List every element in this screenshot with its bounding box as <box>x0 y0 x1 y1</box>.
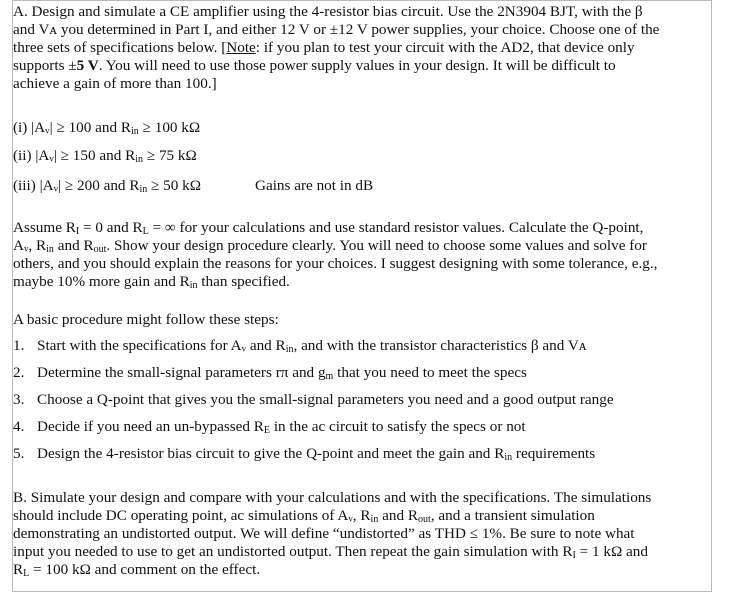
procedure-step: 4. Decide if you need an un-bypassed $R_E$ in the ac circuit to satisfy the specs or not <box>13 418 526 436</box>
part-b-line-1: B. Simulate your design and compare with your calculations and with the specifications. The simulations <box>13 489 652 506</box>
part-a-line-5: achieve a gain of more than 100.] <box>13 75 217 92</box>
assume-line-3: others, and you should explain the reasons for your choices. I suggest designing with some tolerance, e.g., <box>13 255 658 272</box>
spec-option-iii: (iii) |Aᵥ| ≥ 200 and $R_{in} \ge 50$ kΩ Gains are not in dB <box>13 177 374 195</box>
part-b-line-2: should include DC operating point, ac simulations of Aᵥ, $R_{in}$ and $R_{out}$, and a transient simulation <box>13 507 595 525</box>
part-b-line-3: demonstrating an undistorted output. We will define “undistorted” as THD ≤ 1%. Be sure to note what <box>13 525 635 542</box>
part-a-line-4: supports ±5 V. You will need to use those power supply values in your design. It will be difficult to <box>13 57 616 74</box>
part-b-line-4: input you needed to use to get an undistorted output. Then repeat the gain simulation with $R_I = 1$ kΩ and <box>13 543 648 561</box>
part-a-line-1: A. Design and simulate a CE amplifier using the 4-resistor bias circuit. Use the 2N3904 BJT, with the β <box>13 3 643 20</box>
procedure-intro: A basic procedure might follow these steps: <box>13 311 279 328</box>
procedure-step: 2. Determine the small-signal parameters rπ and $g_m$ that you need to meet the specs <box>13 364 527 382</box>
assume-line-1: Assume $R_I = 0$ and $R_L$ = ∞ for your calculations and use standard resistor values. Calculate the Q-point, <box>13 219 644 237</box>
assume-line-2: Aᵥ, $R_{in}$ and $R_{out}$. Show your design procedure clearly. You will need to choose some values and solve for <box>13 237 647 255</box>
bold-voltage: 5 V <box>76 57 99 74</box>
procedure-step: 3. Choose a Q-point that gives you the small-signal parameters you need and a good output range <box>13 391 614 408</box>
spec-option-i: (i) |Aᵥ| ≥ 100 and $R_{in} \ge 100$ kΩ <box>13 119 201 137</box>
part-a-line-3: three sets of specifications below. [Note: if you plan to test your circuit with the AD2, that device only <box>13 39 635 56</box>
procedure-step: 1. Start with the specifications for Aᵥ and $R_{in}$, and with the transistor characteristics β and Vᴀ <box>13 337 587 355</box>
assume-line-4: maybe 10% more gain and $R_{in}$ than specified. <box>13 273 290 291</box>
gains-note: Gains are not in dB <box>255 177 374 194</box>
assignment-document <box>12 0 712 592</box>
part-b-line-5: $R_L = 100$ kΩ and comment on the effect. <box>13 561 261 579</box>
part-a-line-2: and Vᴀ you determined in Part I, and either 12 V or ±12 V power supplies, your choice. Choose one of the <box>13 21 660 38</box>
note-label: Note <box>226 39 256 56</box>
procedure-step: 5. Design the 4-resistor bias circuit to give the Q-point and meet the gain and $R_{in}$ requirements <box>13 445 596 463</box>
spec-option-ii: (ii) |Aᵥ| ≥ 150 and $R_{in} \ge 75$ kΩ <box>13 147 197 165</box>
